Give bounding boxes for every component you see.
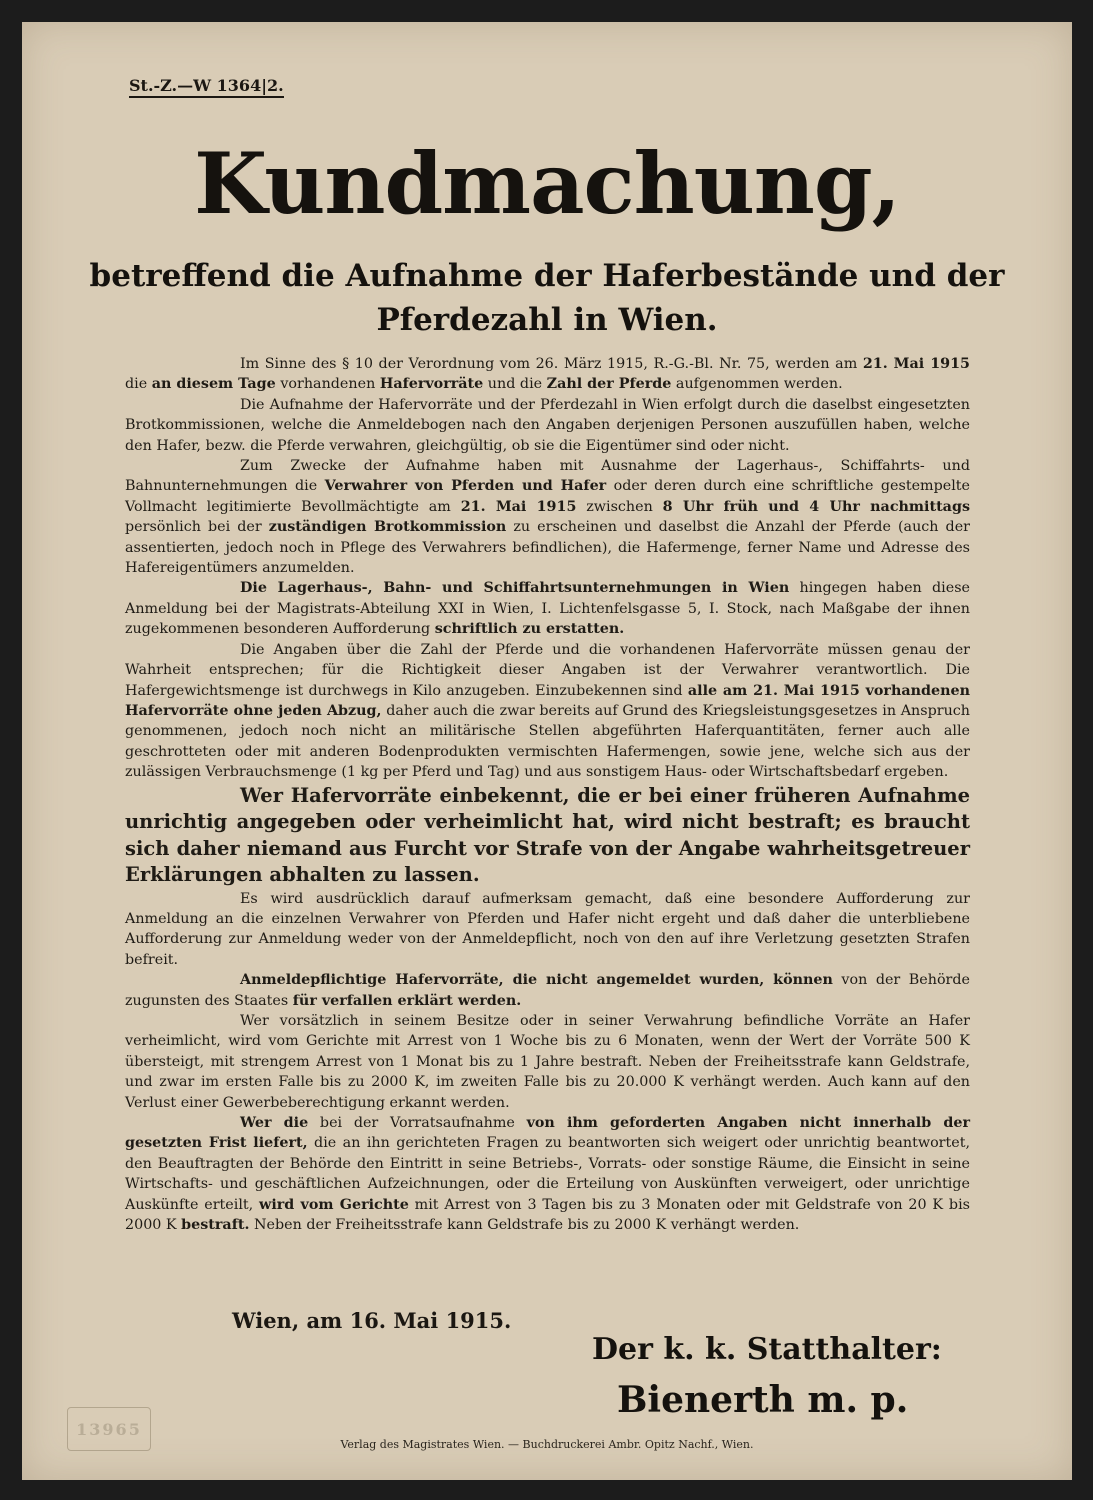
emphasized-text: 8 Uhr früh und 4 Uhr nachmittags: [662, 498, 970, 515]
emphasized-text: an diesem Tage: [151, 376, 276, 393]
paragraph-text: aufgenommen werden.: [671, 376, 843, 393]
paragraph-text: bei der Vorratsaufnahme: [308, 1115, 527, 1131]
emphasized-text: Hafervorräte: [379, 376, 484, 393]
paragraph-text: die: [125, 376, 152, 393]
paragraph: [125, 354, 970, 395]
paragraph-text: zu erscheinen und daselbst die Anzahl der Pferde (auch der assentierten, jedoch noch in Pflege des Verwahrers befindlichen), die Hafermenge, ferner Name und Adresse des Hafereigentümers anzumelden.: [125, 519, 970, 577]
paragraph-text: Wer vorsätzlich in seinem Besitze oder in seiner Verwahrung befindliche Vorräte an Hafer verheimlicht, wird vom Gerichte mit Arrest von 1 Woche bis zu 6 Monaten, wenn der Wert der Vorräte 500 K übersteigt, mit strengem Arrest von 1 Monat bis zu 1 Jahre bestraft. Neben der Freiheitsstrafe kann Geldstrafe, und zwar im ersten Falle bis zu 2000 K, im zweiten Falle bis zu 20.000 K verhängt werden. Auch kann auf den Verlust einer Gewerbeberechtigung erkannt werden.: [125, 1012, 970, 1111]
signatory-office: Der k. k. Statthalter:: [592, 1332, 942, 1367]
paragraph: [125, 783, 970, 889]
emphasized-text: Verwahrer von Pferden und Hafer: [324, 478, 607, 495]
paragraph-text: daher auch die zwar bereits auf Grund des Kriegsleistungsgesetzes in Anspruch genommenen, jedoch noch nicht an militärische Stellen abgeführten Haferquantitäten, ferner auch alle geschrotteten oder mit anderen Bodenprodukten vermischten Hafermengen, sowie jene, welche sich aus der zulässigen Verbrauchsmenge (1 kg per Pferd und Tag) und aus sonstigem Haus- oder Wirtschaftsbedarf ergeben.: [125, 702, 971, 781]
emphasized-text: wird vom Gerichte: [259, 1196, 409, 1213]
emphasized-text: alle am 21. Mai 1915 vorhandenen Hafervorräte ohne jeden Abzug,: [125, 682, 970, 719]
emphasized-text: von ihm geforderten Angaben nicht innerhalb der gesetzten Frist liefert,: [125, 1115, 971, 1152]
paragraph-text: persönlich bei der: [125, 519, 269, 536]
archive-stamp: 13965: [67, 1407, 151, 1451]
paragraph: [125, 1113, 970, 1235]
paragraph: [125, 640, 970, 783]
emphasized-text: 21. Mai 1915: [460, 498, 577, 515]
date-line: Wien, am 16. Mai 1915.: [232, 1308, 512, 1333]
paragraph-text: die an ihn gerichteten Fragen zu beantworten sich weigert oder unrichtig beantwortet, den Beauftragten der Behörde den Eintritt in seine Betriebs-, Vorrats- oder sonstige Räume, die Einsicht in seine Wirtschafts- und geschäftlichen Aufzeichnungen, oder die Erteilung von Auskünften verweigert, oder unrichtige Auskünfte erteilt,: [125, 1135, 971, 1213]
emphasized-text: zuständigen Brotkommission: [268, 519, 507, 536]
paragraph-text: Zum Zwecke der Aufnahme haben mit Ausnahme der Lagerhaus-, Schiffahrts- und Bahnunternehmungen die: [125, 458, 970, 495]
paragraph: [125, 1011, 970, 1113]
paragraph: [125, 970, 970, 1011]
reference-number: St.-Z.—W 1364|2.: [129, 76, 284, 98]
paragraph: [125, 456, 970, 578]
paragraph-text: vorhandenen: [275, 376, 380, 393]
paragraph-text: und die: [483, 376, 547, 393]
paragraph: [125, 889, 970, 971]
emphasized-text: schriftlich zu erstatten.: [434, 621, 625, 638]
paragraph-text: Wer Hafervorräte einbekennt, die er bei einer früheren Aufnahme unrichtig angegeben oder verheimlicht hat, wird nicht bestraft; es braucht sich daher niemand aus Furcht vor Strafe von der Angabe wahrheitsgetreuer Erklärungen abhalten zu lassen.: [125, 783, 970, 887]
emphasized-text: Die Lagerhaus-, Bahn- und Schiffahrtsunternehmungen in Wien: [240, 580, 790, 597]
document-subtitle: betreffend die Aufnahme der Haferbestände und der Pferdezahl in Wien.: [89, 258, 1005, 338]
paragraph-text: Die Angaben über die Zahl der Pferde und die vorhandenen Hafervorräte müssen genau der Wahrheit entsprechen; für die Richtigkeit dieser Angaben ist der Verwahrer verantwortlich. Die Hafergewichtsmenge ist durchwegs in Kilo anzugeben. Einzubekennen sind: [125, 641, 970, 699]
emphasized-text: 21. Mai 1915: [862, 356, 970, 372]
announcement-body: [125, 354, 970, 1235]
paragraph: [125, 395, 970, 456]
paragraph-text: von der Behörde zugunsten des Staates: [125, 972, 970, 1009]
paragraph-text: zwischen: [576, 498, 663, 515]
emphasized-text: Zahl der Pferde: [546, 376, 672, 393]
emphasized-text: Wer die: [240, 1115, 309, 1131]
paragraph-text: Neben der Freiheitsstrafe kann Geldstrafe bis zu 2000 K verhängt werden.: [249, 1217, 800, 1234]
printer-footer: Verlag des Magistrates Wien. — Buchdruckerei Ambr. Opitz Nachf., Wien.: [340, 1438, 754, 1451]
signatory-name: Bienerth m. p.: [617, 1379, 909, 1421]
emphasized-text: für verfallen erklärt werden.: [292, 992, 522, 1009]
emphasized-text: Anmeldepflichtige Hafervorräte, die nicht angemeldet wurden, können: [240, 972, 833, 989]
paragraph: [125, 578, 970, 639]
paragraph-text: Es wird ausdrücklich darauf aufmerksam gemacht, daß eine besondere Aufforderung zur Anmeldung an die einzelnen Verwahrer von Pferden und Hafer nicht ergeht und daß daher die unterbliebene Aufforderung zur Anmeldung weder von der Anmeldepflicht, noch von den auf ihre Verletzung gesetzten Strafen befreit.: [125, 890, 970, 968]
paragraph-text: oder deren durch eine schriftliche gestempelte Vollmacht legitimierte Bevollmächtigte am: [125, 478, 970, 515]
paragraph-text: hingegen haben diese Anmeldung bei der Magistrats-Abteilung XXI in Wien, I. Lichtenfelsgasse 5, I. Stock, nach Maßgabe der ihnen zugekommenen besonderen Aufforderung: [125, 580, 970, 638]
poster-sheet: [22, 22, 1072, 1480]
document-title: Kundmachung,: [194, 134, 900, 233]
emphasized-text: bestraft.: [181, 1217, 250, 1234]
paragraph-text: mit Arrest von 3 Tagen bis zu 3 Monaten oder mit Geldstrafe von 20 K bis 2000 K: [125, 1196, 970, 1234]
paragraph-text: Die Aufnahme der Hafervorräte und der Pferdezahl in Wien erfolgt durch die daselbst eingesetzten Brotkommissionen, welche die Anmeldebogen nach den Angaben derjenigen Personen auszufüllen haben, welche den Hafer, bezw. die Pferde verwahren, gleichgültig, ob sie die Eigentümer sind oder nicht.: [125, 396, 970, 454]
paragraph-text: Im Sinne des § 10 der Verordnung vom 26. März 1915, R.-G.-Bl. Nr. 75, werden am: [240, 356, 863, 372]
